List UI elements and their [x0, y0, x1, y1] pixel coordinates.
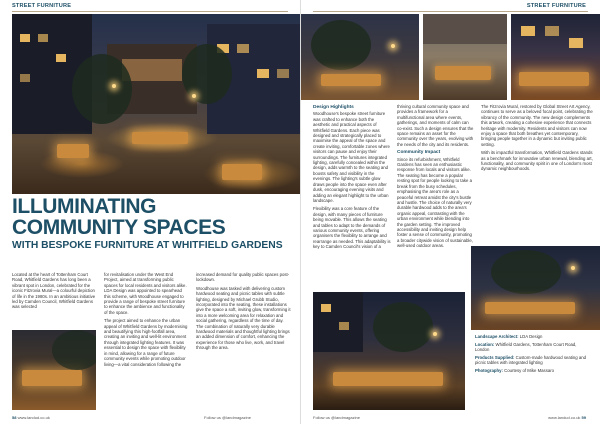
paragraph: increased demand for quality public spaces post-lockdown. — [196, 272, 290, 283]
fact-value: Custom-made hardwood seating and picnic tables with integrated lighting — [475, 354, 587, 366]
bench-photo — [12, 330, 96, 410]
footer-url[interactable]: www.landud.co.uk — [548, 415, 581, 420]
section-tag: STREET FURNITURE — [526, 3, 586, 9]
paragraph: Flexibility was a core feature of the design, with many pieces of furniture being movable. This allows the seating and tables to adapt to the demands of various community events, offering organisers the flexibility to arrange and rearrange as needed. This adaptability is key to Camden Council's vision of a — [313, 206, 391, 250]
paragraph: for revitalisation under the West End Project, aimed at transforming public spaces for local residents and visitors alike. LDA Design was appointed to spearhead this scheme, with Woodhouse engaged to provide a range of bespoke street furniture to enhance the ambience and functionality of the space. — [104, 272, 187, 315]
article-title — [12, 196, 292, 238]
fact-row — [475, 342, 591, 353]
header-rule — [313, 11, 588, 12]
fact-label: Landscape Architect: — [475, 334, 519, 339]
project-facts — [475, 334, 591, 376]
paragraph: thriving cultural community space and provides a framework for a multifunctional area where events, gatherings, and moments of calm can co-exist. Such a design ensures that the space remains an asset for the community over the years, evolving with the needs of the city and its residents. — [397, 104, 474, 147]
left-column-1 — [12, 272, 96, 313]
paragraph: Since its refurbishment, Whitfield Gardens has seen an enthusiastic response from locals and visitors alike. The seating has become a popular resting spot for people looking to take a break from the busy schedules, emphasising the area's role as a peaceful retreat amidst the city's bustle and hustle. The choice of naturally very durable hardwood adds to the area's organic appeal, contrasting with the urban environment while blending into the garden setting. The improved accessibility and inviting design help foster a sense of community, promoting a broader citywide vision of sustainable, well-used outdoor areas. — [397, 156, 473, 249]
right-column-1 — [313, 104, 391, 253]
fact-row — [475, 334, 591, 340]
fact-value: LDA Design — [519, 334, 543, 339]
paragraph: With its impactful transformation, Whitfield Gardens stands as a benchmark for innovative urban renewal, blending art, functionality, and community spirit in one of London's most dynamic neighbourhoods. — [481, 150, 593, 172]
article-subtitle: WITH BESPOKE FURNITURE AT WHITFIELD GARDENS — [12, 240, 283, 251]
fact-label: Photography: — [475, 367, 503, 373]
bottom-photo-left — [313, 292, 465, 410]
title-line-2: COMMUNITY SPACES — [12, 216, 226, 239]
hero-photo — [12, 14, 300, 194]
footer-social[interactable]: Follow us @landmagazine — [204, 415, 251, 420]
section-heading: Design Highlights — [313, 105, 354, 110]
top-photo-center — [423, 14, 507, 100]
top-photo-right — [511, 14, 600, 100]
header-rule — [12, 11, 288, 12]
left-column-3 — [196, 272, 292, 354]
right-column-3 — [481, 104, 593, 175]
page-number: 58 — [12, 415, 17, 420]
fact-value: Whitfield Gardens, Tottenham Court Road, London — [475, 341, 577, 353]
top-photo-left — [301, 14, 419, 100]
bottom-photo-right — [471, 246, 600, 330]
section-tag: STREET FURNITURE — [12, 3, 72, 9]
paragraph: The Fitzrovia Mural, restored by Global Street Art Agency, continues to serve as a beloved focal point, celebrating the vibrancy of the community. The new design complements this artwork, creating a cohesive experience that connects heritage with modernity. Residents and visitors can now enjoy a space that both breathes yet contemporary, bringing people together in a dynamic but inviting public setting. — [481, 104, 593, 147]
footer-right — [548, 415, 586, 420]
page-number: 59 — [581, 415, 586, 420]
paragraph: Woodhouse's bespoke street furniture was crafted to enhance both the aesthetic and practical aspects of Whitfield Gardens. Each piece was designed and strategically placed to maximise the appeal of the space and create inviting, comfortable zones where visitors can pause and enjoy their surroundings. The furnitures integrated lighting, carefully concealed within the design, adds warmth to the seating and boosts safety and visibility in the evenings. The lighting's subtle glow draws people into the space even after dusk, encouraging evening visits and adding an elegant highlight to the urban landscape. — [313, 111, 390, 203]
title-line-1: ILLUMINATING — [12, 195, 157, 218]
paragraph: The project aimed to enhance the urban appeal of Whitfield Gardens by modernising and beautifying this high-footfall area, creating an inviting and well-lit environment through integrated lighting features. It was essential to design the space with flexibility in mind, allowing for a range of future community events while promoting outdoor living—a vital consideration following the — [104, 318, 188, 367]
right-page — [300, 0, 600, 424]
fact-label: Products Supplied: — [475, 354, 515, 360]
footer-social[interactable]: Follow us @landmagazine — [313, 415, 360, 420]
fact-value: Courtesy of Mike Massaro — [504, 367, 555, 373]
section-heading: Community Impact — [397, 150, 441, 156]
paragraph: Woodhouse was tasked with delivering custom hardwood seating and picnic tables with subtle lighting, designed by Michael Grubb Studio, incorporated into the seating, these installations give the space a soft, inviting glow, transforming it into a more welcoming area for relaxation and social gathering, regardless of the time of day. The combination of naturally very durable hardwood materials and thoughtful lighting brings an added dimension of comfort, enhancing the experience for those who live, work, and travel through the area. — [196, 285, 291, 351]
footer-left — [12, 415, 50, 420]
fact-row — [475, 368, 591, 374]
footer-url[interactable]: www.landud.co.uk — [17, 415, 50, 420]
paragraph: Located at the heart of Tottenham Court Road, Whitfield Gardens has long been a vibrant spot in London, celebrated for the iconic Fitzrovia Mural—a colourful depiction of life in the 1980s. In an ambitious initiative led by Camden Council, Whitfield Gardens was selected — [12, 272, 96, 310]
fact-row — [475, 355, 591, 366]
left-column-2 — [104, 272, 188, 370]
fact-label: Location: — [475, 341, 495, 347]
right-column-2 — [397, 104, 475, 252]
